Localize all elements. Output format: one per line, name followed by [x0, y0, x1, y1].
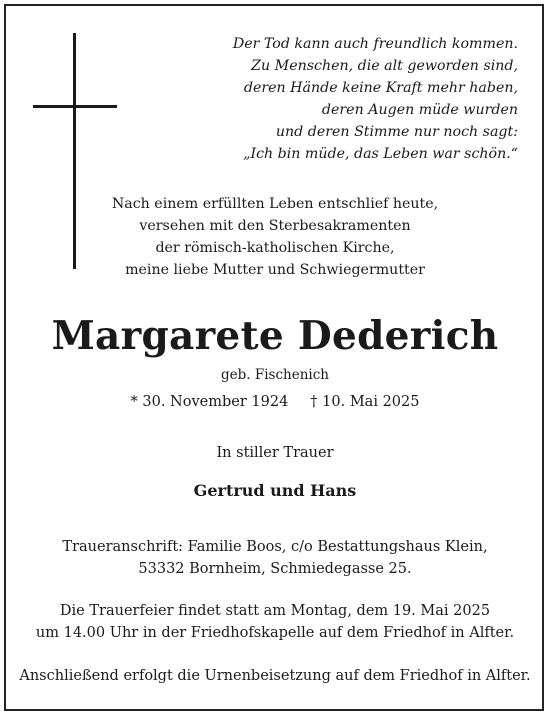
- poem-line: Der Tod kann auch freundlich kommen.: [232, 36, 518, 52]
- funeral-service-info: [0, 600, 550, 644]
- death-date: † 10. Mai 2025: [310, 394, 420, 410]
- cross-horizontal-bar: [33, 105, 117, 108]
- poem-line: Zu Menschen, die alt geworden sind,: [251, 58, 518, 74]
- mourner-names: Gertrud und Hans: [193, 481, 357, 500]
- birth-name: geb. Fischenich: [221, 367, 329, 383]
- poem-line: deren Augen müde wurden: [321, 102, 518, 118]
- intro-text: [0, 193, 550, 281]
- address-line: Traueranschrift: Familie Boos, c/o Bestattungshaus Klein,: [62, 539, 488, 555]
- address-line: 53332 Bornheim, Schmiedegasse 25.: [138, 561, 412, 577]
- urn-burial-info: Anschließend erfolgt die Urnenbeisetzung auf dem Friedhof in Alfter.: [19, 668, 531, 684]
- birth-date: * 30. November 1924: [130, 394, 289, 410]
- life-dates: [0, 392, 550, 412]
- intro-line: Nach einem erfüllten Leben entschlief heute,: [111, 196, 439, 212]
- poem: [188, 33, 518, 165]
- deceased-name: Margarete Dederich: [51, 313, 499, 359]
- intro-line: meine liebe Mutter und Schwiegermutter: [125, 262, 425, 278]
- intro-line: der römisch-katholischen Kirche,: [155, 240, 395, 256]
- intro-line: versehen mit den Sterbesakramenten: [139, 218, 411, 234]
- mourning-address: [0, 536, 550, 580]
- poem-line: „Ich bin müde, das Leben war schön.“: [243, 146, 518, 162]
- service-line: um 14.00 Uhr in der Friedhofskapelle auf dem Friedhof in Alfter.: [35, 625, 515, 641]
- poem-line: deren Hände keine Kraft mehr haben,: [243, 80, 518, 96]
- mourning-phrase: In stiller Trauer: [216, 445, 334, 461]
- poem-line: und deren Stimme nur noch sagt:: [275, 124, 518, 140]
- service-line: Die Trauerfeier findet statt am Montag, dem 19. Mai 2025: [59, 603, 491, 619]
